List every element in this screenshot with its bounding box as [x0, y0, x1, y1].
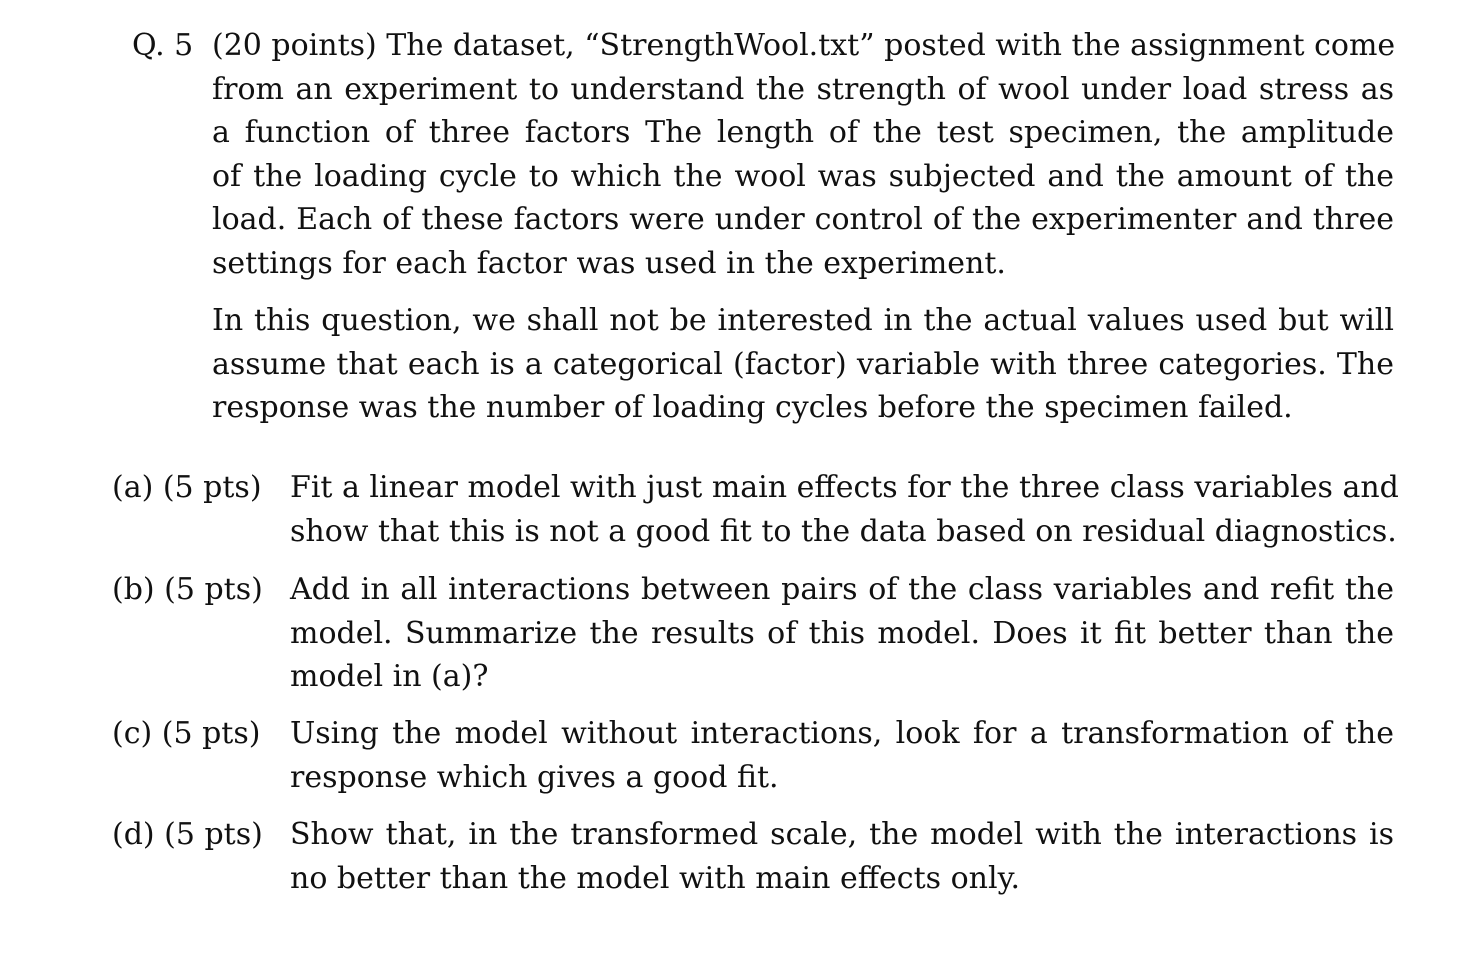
intro-line: of the loading cycle to which the wool was subjected and the amount of the [212, 158, 1394, 194]
part-text [290, 568, 1394, 699]
part-label: (c) (5 pts) [112, 716, 261, 751]
note-line: In this question, we shall not be interested in the actual values used but will [212, 303, 1394, 338]
part-label: (b) (5 pts) [112, 572, 263, 607]
intro-line: settings for each factor was used in the experiment. [212, 245, 1006, 281]
intro-line: a function of three factors The length of the test specimen, the amplitude [212, 115, 1394, 150]
part-line: no better than the model with main effects only. [290, 860, 1021, 896]
intro-line: (20 points) The dataset, “StrengthWool.txt” posted with the assignment come [212, 28, 1396, 63]
question-number: Q. 5 [132, 28, 194, 63]
intro-line: from an experiment to understand the strength of wool under load stress as [212, 71, 1394, 107]
part-line: model. Summarize the results of this model. Does it fit better than the [290, 615, 1394, 651]
part-line: show that this is not a good fit to the data based on residual diagnostics. [290, 513, 1397, 549]
part-line: Add in all interactions between pairs of the class variables and refit the [290, 572, 1394, 607]
note-line: assume that each is a categorical (factor) variable with three categories. The [212, 346, 1394, 382]
part-label: (a) (5 pts) [112, 470, 262, 505]
part-text [290, 466, 1399, 553]
part-text [290, 712, 1394, 799]
intro-line: load. Each of these factors were under control of the experimenter and three [212, 202, 1394, 237]
note-line: response was the number of loading cycles before the specimen failed. [212, 390, 1293, 425]
part-line: response which gives a good fit. [290, 759, 779, 795]
part-line: Show that, in the transformed scale, the model with the interactions is [290, 817, 1394, 852]
part-line: Using the model without interactions, look for a transformation of the [290, 716, 1394, 751]
part-text [290, 813, 1394, 900]
part-label: (d) (5 pts) [112, 817, 263, 852]
question-intro [212, 24, 1394, 285]
part-line: model in (a)? [290, 659, 489, 694]
part-line: Fit a linear model with just main effects for the three class variables and [290, 470, 1399, 505]
question-note [212, 299, 1394, 430]
